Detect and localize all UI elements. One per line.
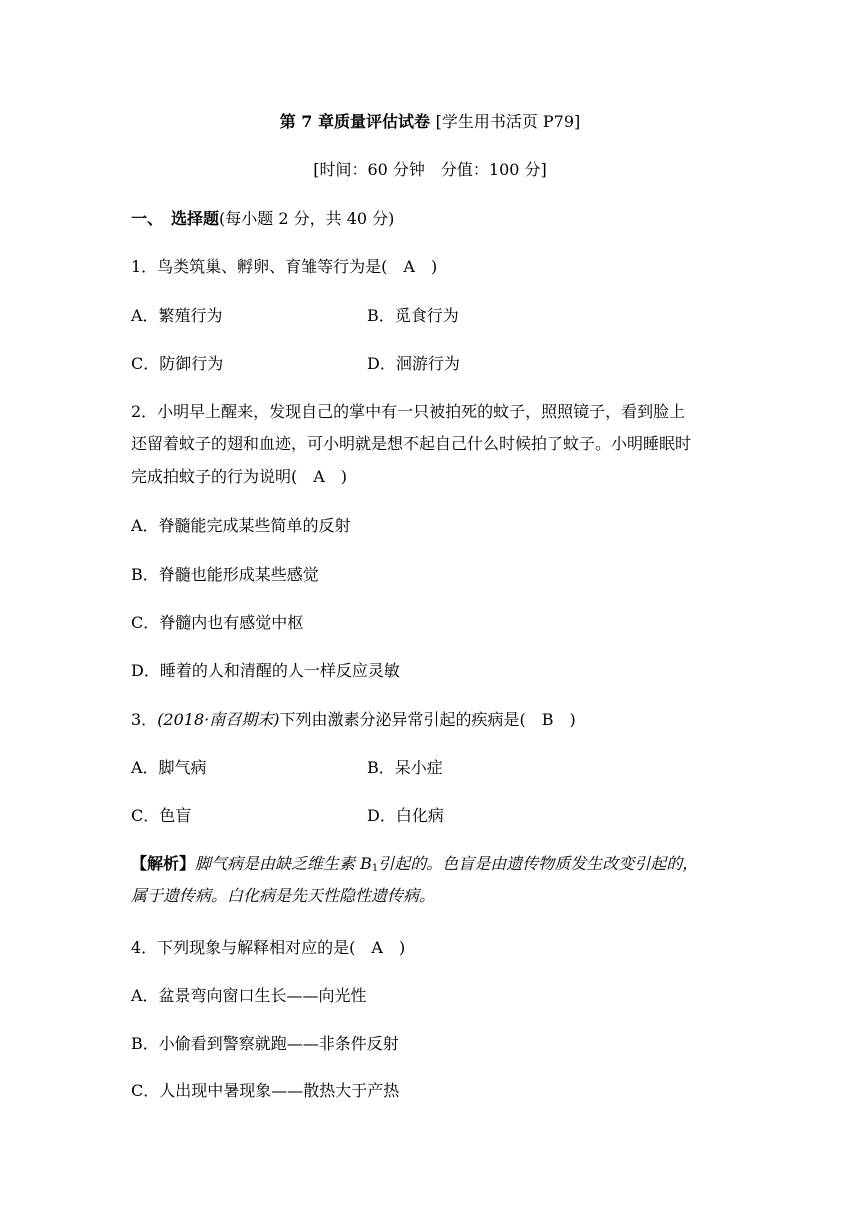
q1-option-b: B．觅食行为 xyxy=(367,306,459,325)
q2-option-d: D．睡着的人和清醒的人一样反应灵敏 xyxy=(131,661,400,680)
q1-option-d: D．洄游行为 xyxy=(367,354,460,373)
q2-option-a: A．脊髓能完成某些简单的反射 xyxy=(131,516,351,535)
q3-stem-text: 下列由激素分泌异常引起的疾病是( B ) xyxy=(279,710,576,729)
title-text: 第 7 章质量评估试卷 xyxy=(279,112,430,131)
title-note: [学生用书活页 P79] xyxy=(435,112,581,131)
q2-stem-line2: 还留着蚊子的翅和血迹，可小明就是想不起自己什么时候拍了蚊子。小明睡眠时 xyxy=(131,434,692,453)
exam-title xyxy=(0,111,860,133)
q3-options-row2 xyxy=(131,805,444,827)
q1-stem: 1．鸟类筑巢、孵卵、育雏等行为是( A ) xyxy=(131,257,438,276)
q1-options-row2 xyxy=(131,353,460,375)
q3-option-b: B．呆小症 xyxy=(367,758,443,777)
q3-number: 3． xyxy=(131,710,158,729)
q4-option-b: B．小偷看到警察就跑——非条件反射 xyxy=(131,1034,399,1053)
q2-stem-line3: 完成拍蚊子的行为说明( A ) xyxy=(131,467,348,486)
q4-stem: 4．下列现象与解释相对应的是( A ) xyxy=(131,938,406,957)
q4-option-a: A．盆景弯向窗口生长——向光性 xyxy=(131,986,367,1005)
analysis-text-1a: 脚气病是由缺乏维生素 B xyxy=(195,854,372,873)
q1-option-c: C．防御行为 xyxy=(131,354,224,373)
analysis-text-1b: 引起的。色盲是由遗传物质发生改变引起的， xyxy=(378,854,699,873)
q2-option-b: B．脊髓也能形成某些感觉 xyxy=(131,565,319,584)
q3-option-d: D．白化病 xyxy=(367,806,444,825)
q1-options-row1 xyxy=(131,305,459,327)
analysis-subscript: 1 xyxy=(371,863,379,874)
q3-analysis-line2: 属于遗传病。白化病是先天性隐性遗传病。 xyxy=(131,886,436,905)
q3-option-a: A．脚气病 xyxy=(131,758,207,777)
q3-stem xyxy=(131,709,576,731)
exam-meta: [时间：60 分钟 分值：100 分] xyxy=(313,160,547,179)
q1-option-a: A．繁殖行为 xyxy=(131,306,223,325)
q4-option-c: C．人出现中暑现象——散热大于产热 xyxy=(131,1081,400,1100)
section-note: (每小题 2 分，共 40 分) xyxy=(219,209,395,228)
q3-source: (2018·南召期末) xyxy=(157,710,280,729)
q3-analysis-line1 xyxy=(131,853,698,880)
analysis-label: 【解析】 xyxy=(131,854,196,873)
section-heading xyxy=(131,208,394,230)
section-label: 一、 选择题 xyxy=(131,209,220,228)
q2-stem-line1: 2．小明早上醒来，发现自己的掌中有一只被拍死的蚊子，照照镜子，看到脸上 xyxy=(131,402,686,421)
q3-options-row1 xyxy=(131,757,443,779)
q2-option-c: C．脊髓内也有感觉中枢 xyxy=(131,613,304,632)
q3-option-c: C．色盲 xyxy=(131,806,192,825)
